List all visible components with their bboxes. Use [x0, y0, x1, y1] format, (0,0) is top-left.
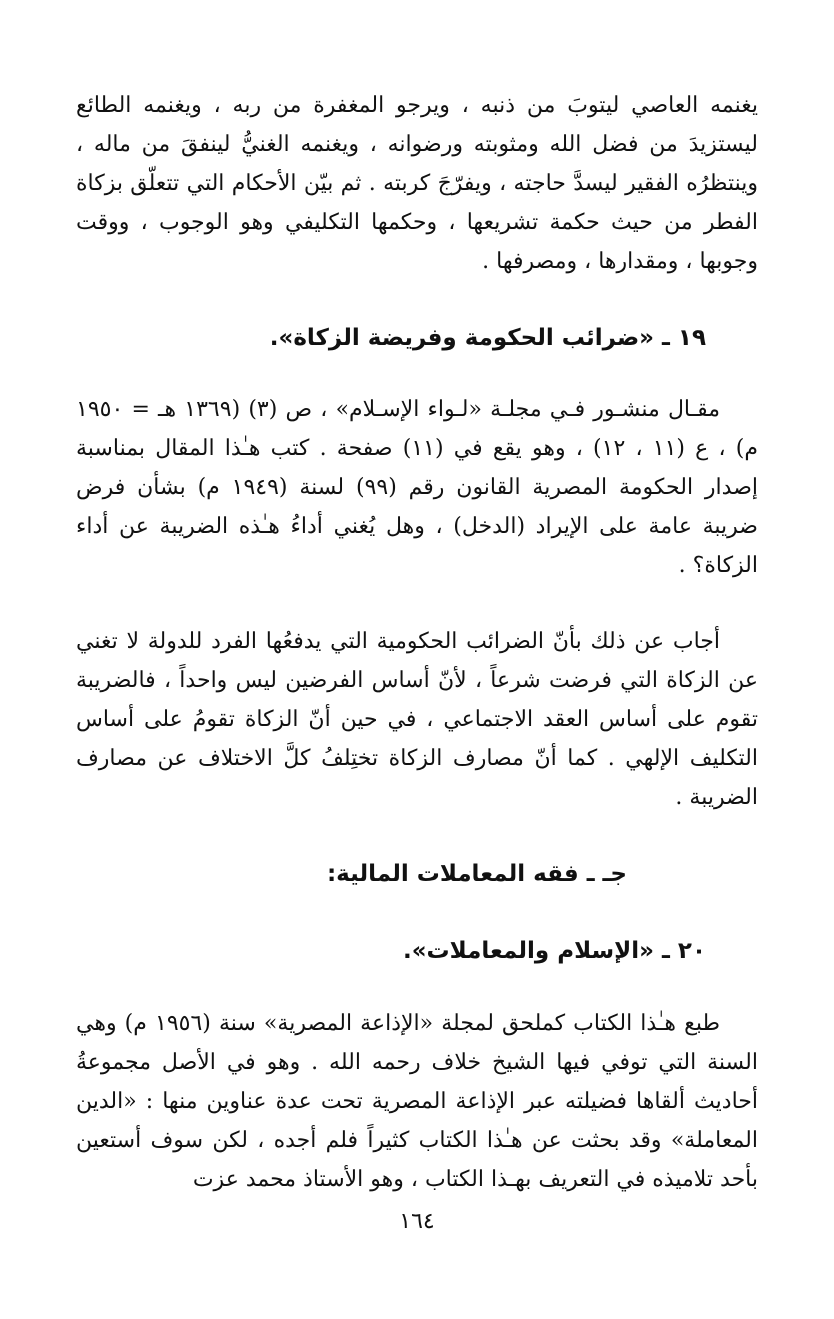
item-20-heading: ٢٠ ـ «الإسلام والمعاملات». [402, 938, 706, 964]
article-paragraph: مقـال منشـور فـي مجلـة «لـواء الإسـلام» ، ص (٣) (١٣٦٩ هـ = ١٩٥٠ م) ، ع (١١ ، ١٢) ، وهو يقع في (١١) صفحة . كتب هـٰذا المقال بمناسبة إصدار الحكومة المصرية القانون رقم (٩٩) لسنة (١٩٤٩ م) بشأن فرض ضريبة عامة على الإيراد (الدخل) ، وهل يُغني أداءُ هـٰذه الضريبة عن أداء الزكاة؟ . [76, 397, 759, 578]
book-paragraph: طبع هـٰذا الكتاب كملحق لمجلة «الإذاعة المصرية» سنة (١٩٥٦ م) وهي السنة التي توفي فيها الشيخ خلاف رحمه الله . وهو في الأصل مجموعةُ أحاديث ألقاها فضيلته عبر الإذاعة المصرية تحت عدة عناوين منها : «الدين المعاملة» وقد بحثت عن هـٰذا الكتاب كثيراً فلم أجده ، لكن سوف أستعين بأحد تلاميذه في التعريف بهـذا الكتاب ، وهو الأستاذ محمد عزت [76, 1011, 758, 1192]
book-page [76, 86, 758, 1199]
answer-paragraph: أجاب عن ذلك بأنّ الضرائب الحكومية التي يدفعُها الفرد للدولة لا تغني عن الزكاة التي فرضت شرعاً ، لأنّ أساس الفرضين ليس واحداً ، فالضريبة تقوم على أساس العقد الاجتماعي ، في حين أنّ الزكاة تقومُ على أساس التكليف الإلهي . كما أنّ مصارف الزكاة تختِلفُ كلَّ الاختلاف عن مصارف الضريبة . [76, 629, 758, 810]
page-number: ١٦٤ [399, 1209, 435, 1234]
intro-paragraph: يغنمه العاصي ليتوبَ من ذنبه ، ويرجو المغفرة من ربه ، ويغنمه الطائع ليستزيدَ من فضل الله ومثوبته ورضوانه ، ويغنمه الغنيُّ لينفقَ من ماله ، وينتظرُه الفقير ليسدَّ حاجته ، ويفرّجَ كربته . ثم بيّن الأحكام التي تتعلّق بزكاة الفطر من حيث حكمة تشريعها ، وحكمها التكليفي وهو الوجوب ، ووقت وجوبها ، ومقدارها ، ومصرفها . [76, 93, 758, 274]
item-19-heading: ١٩ ـ «ضرائب الحكومة وفريضة الزكاة». [269, 325, 706, 351]
section-j-heading: جـ ـ فقه المعاملات المالية: [326, 861, 627, 887]
